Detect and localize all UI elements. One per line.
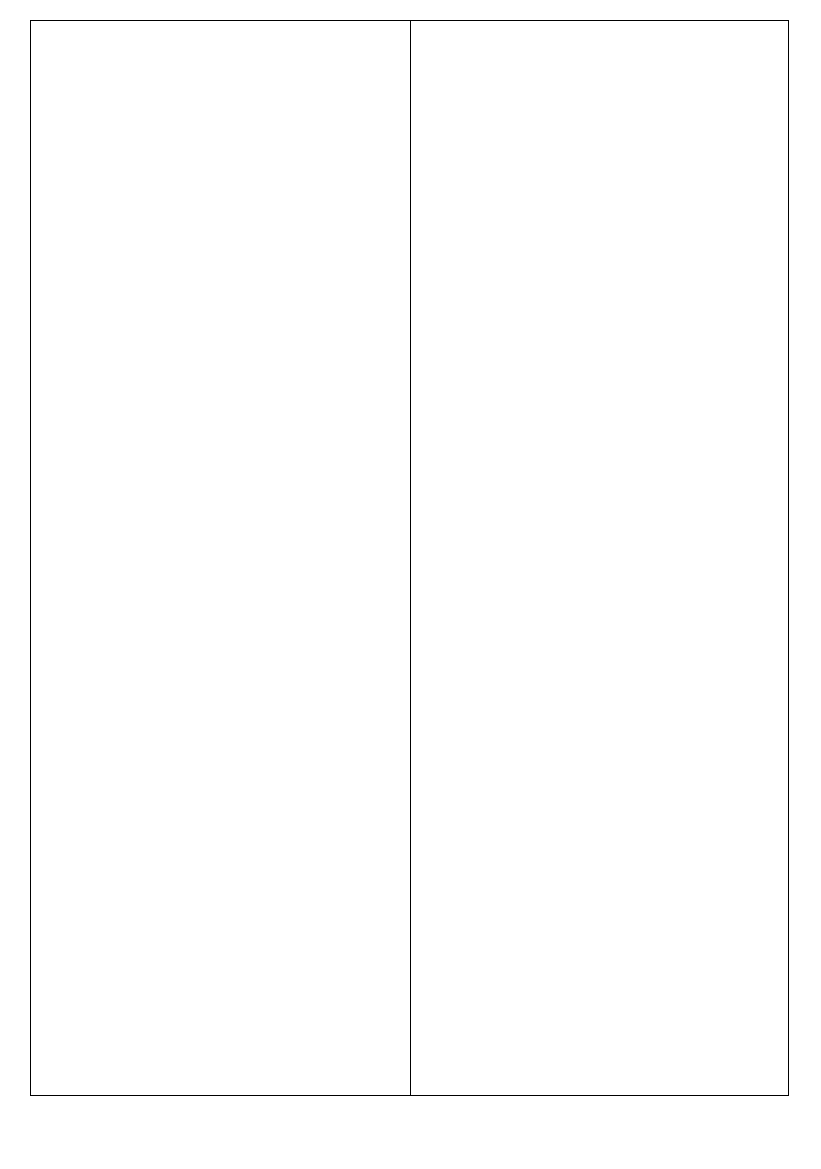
worksheet: [30, 20, 789, 1096]
left-column: [31, 21, 410, 1095]
right-column: [410, 21, 789, 1095]
